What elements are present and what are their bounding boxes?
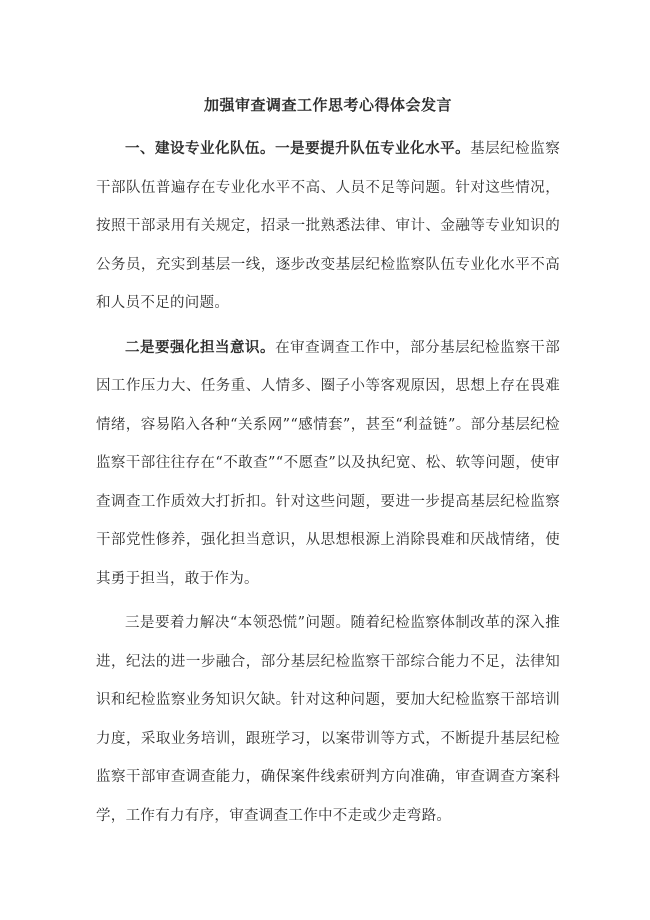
paragraph-1 [96, 130, 560, 323]
document-page [96, 94, 560, 835]
paragraph-1-lead: 一、建设专业化队伍。一是要提升队伍专业化水平。 [125, 140, 471, 157]
document-title: 加强审查调查工作思考心得体会发言 [203, 96, 452, 114]
paragraph-2 [96, 329, 560, 599]
paragraph-3-body: 三是要着力解决“本领恐慌”问题。随着纪检监察体制改革的深入推进，纪法的进一步融合，部分基层纪检监察干部综合能力不足，法律知识和纪检监察业务知识欠缺。针对这种问题，要加大纪检监察干部培训力度，采取业务培训，跟班学习，以案带训等方式，不断提升基层纪检监察干部审查调查能力，确保案件线索研判方向准确，审查调查方案科学，工作有力有序，审查调查工作中不走或少走弯路。 [96, 615, 560, 824]
paragraph-2-body: 在审查调查工作中，部分基层纪检监察干部因工作压力大、任务重、人情多、圈子小等客观原因，思想上存在畏难情绪，容易陷入各种“关系网”“感情套”，甚至“利益链”。部分基层纪检监察干部往往存在“不敢查”“不愿查”以及执纪宽、松、软等问题，使审查调查工作质效大打折扣。针对这些问题，要进一步提高基层纪检监察干部党性修养，强化担当意识，从思想根源上消除畏难和厌战情绪，使其勇于担当，敢于作为。 [96, 339, 561, 587]
paragraph-1-body: 基层纪检监察干部队伍普遍存在专业化水平不高、人员不足等问题。针对这些情况，按照干部录用有关规定，招录一批熟悉法律、审计、金融等专业知识的公务员，充实到基层一线，逐步改变基层纪检监察队伍专业化水平不高和人员不足的问题。 [96, 141, 560, 311]
paragraph-3 [96, 604, 560, 835]
paragraph-2-lead: 二是要强化担当意识。 [125, 338, 276, 356]
